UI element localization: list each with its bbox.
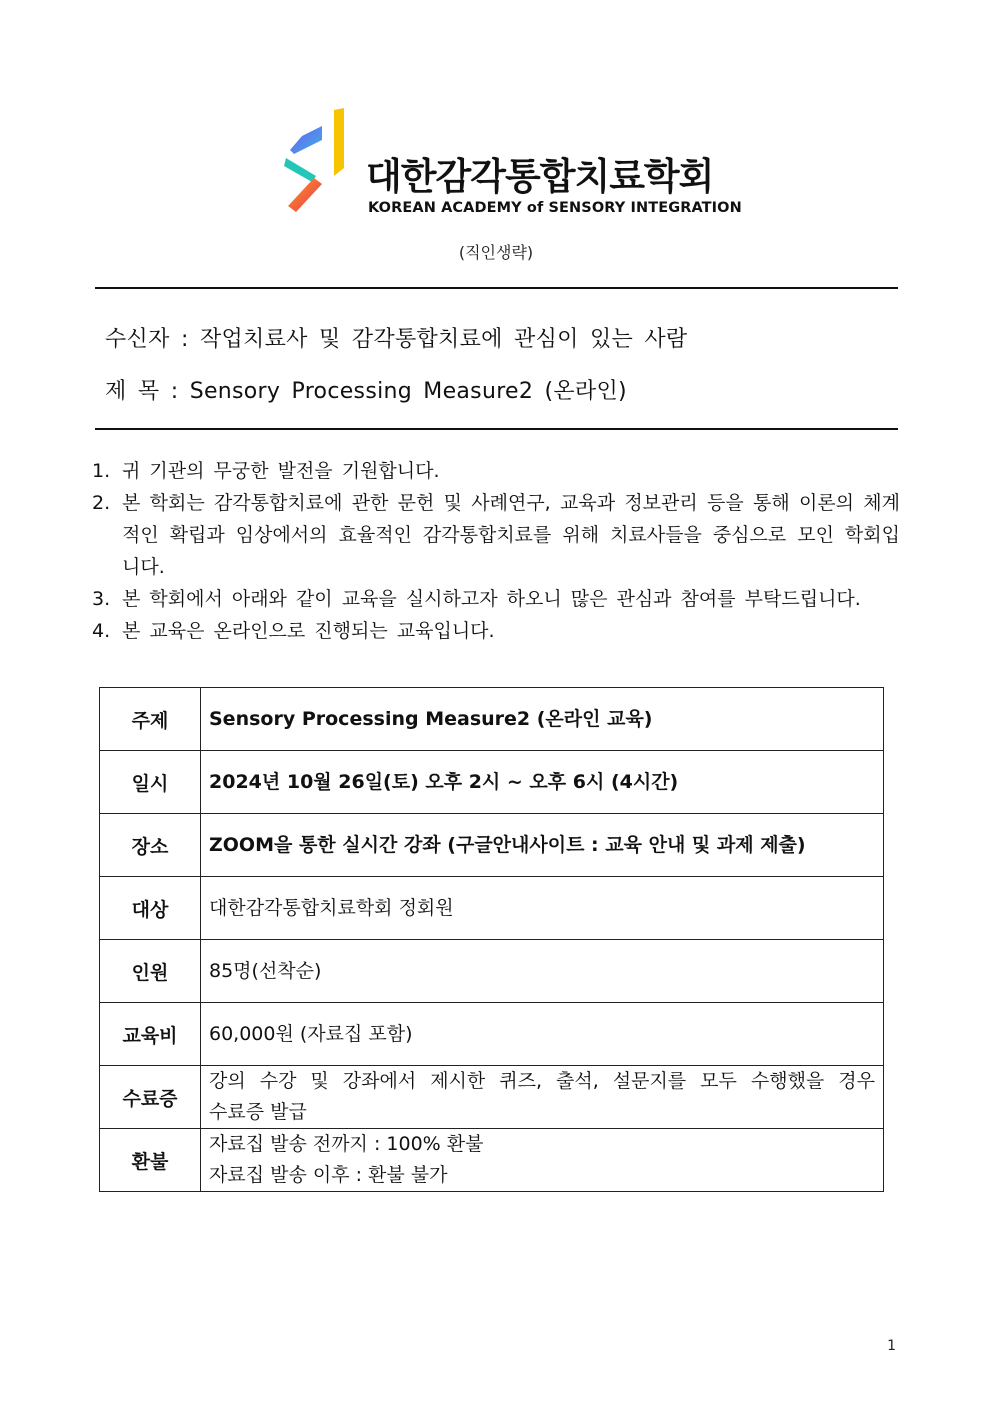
list-item-text: 본 학회에서 아래와 같이 교육을 실시하고자 하오니 많은 관심과 참여를 부탁드립니다. xyxy=(122,588,861,610)
table-row xyxy=(100,1129,884,1192)
list-item-text: 귀 기관의 무궁한 발전을 기원합니다. xyxy=(122,460,440,482)
org-name-english: KOREAN ACADEMY of SENSORY INTEGRATION xyxy=(368,200,742,216)
list-item-number: 2. xyxy=(92,492,111,514)
list-item xyxy=(92,487,900,583)
list-item-text: 본 학회는 감각통합치료에 관한 문헌 및 사례연구, 교육과 정보관리 등을 통해 이론의 체계적인 확립과 임상에서의 효율적인 감각통합치료를 위해 치료사들을 중심으로 모인 학회입니다. xyxy=(122,492,900,578)
table-row xyxy=(100,814,884,877)
header-divider-top xyxy=(95,287,898,289)
list-item-number: 1. xyxy=(92,460,111,482)
row-label-certificate: 수료증 xyxy=(100,1066,201,1129)
row-label-refund: 환불 xyxy=(100,1129,201,1192)
row-label-date: 일시 xyxy=(100,751,201,814)
row-value-date: 2024년 10월 26일(토) 오후 2시 ~ 오후 6시 (4시간) xyxy=(201,751,884,814)
recipient-line: 수신자 : 작업치료사 및 감각통합치료에 관심이 있는 사람 xyxy=(105,327,688,352)
seal-omitted-note: (직인생략) xyxy=(458,243,534,262)
table-row xyxy=(100,940,884,1003)
row-value-venue: ZOOM을 통한 실시간 강좌 (구글안내사이트 : 교육 안내 및 과제 제출) xyxy=(201,814,884,877)
row-label-fee: 교육비 xyxy=(100,1003,201,1066)
academy-logo-icon xyxy=(282,106,348,216)
row-label-topic: 주제 xyxy=(100,688,201,751)
list-item xyxy=(92,455,900,487)
table-row xyxy=(100,877,884,940)
row-value-topic: Sensory Processing Measure2 (온라인 교육) xyxy=(201,688,884,751)
course-info-table xyxy=(99,687,884,1192)
list-item-number: 4. xyxy=(92,620,111,642)
row-value-capacity: 85명(선착순) xyxy=(201,940,884,1003)
table-row xyxy=(100,751,884,814)
academy-logo xyxy=(282,106,742,218)
row-value-target: 대한감각통합치료학회 정회원 xyxy=(201,877,884,940)
row-value-refund: 자료집 발송 전까지 : 100% 환불 자료집 발송 이후 : 환불 불가 xyxy=(201,1129,884,1192)
row-label-venue: 장소 xyxy=(100,814,201,877)
list-item xyxy=(92,615,900,647)
row-value-fee: 60,000원 (자료집 포함) xyxy=(201,1003,884,1066)
table-row xyxy=(100,688,884,751)
row-label-target: 대상 xyxy=(100,877,201,940)
table-row xyxy=(100,1066,884,1129)
subject-line: 제 목 : Sensory Processing Measure2 (온라인) xyxy=(105,379,627,404)
list-item-text: 본 교육은 온라인으로 진행되는 교육입니다. xyxy=(122,620,495,642)
org-name-korean: 대한감각통합치료학회 xyxy=(366,155,714,198)
page-number: 1 xyxy=(887,1338,896,1354)
row-label-capacity: 인원 xyxy=(100,940,201,1003)
header-divider-bottom xyxy=(95,428,898,430)
row-value-certificate: 강의 수강 및 강좌에서 제시한 퀴즈, 출석, 설문지를 모두 수행했을 경우 수료증 발급 xyxy=(201,1066,884,1129)
list-item-number: 3. xyxy=(92,588,111,610)
notice-list xyxy=(92,455,900,647)
list-item xyxy=(92,583,900,615)
table-row xyxy=(100,1003,884,1066)
